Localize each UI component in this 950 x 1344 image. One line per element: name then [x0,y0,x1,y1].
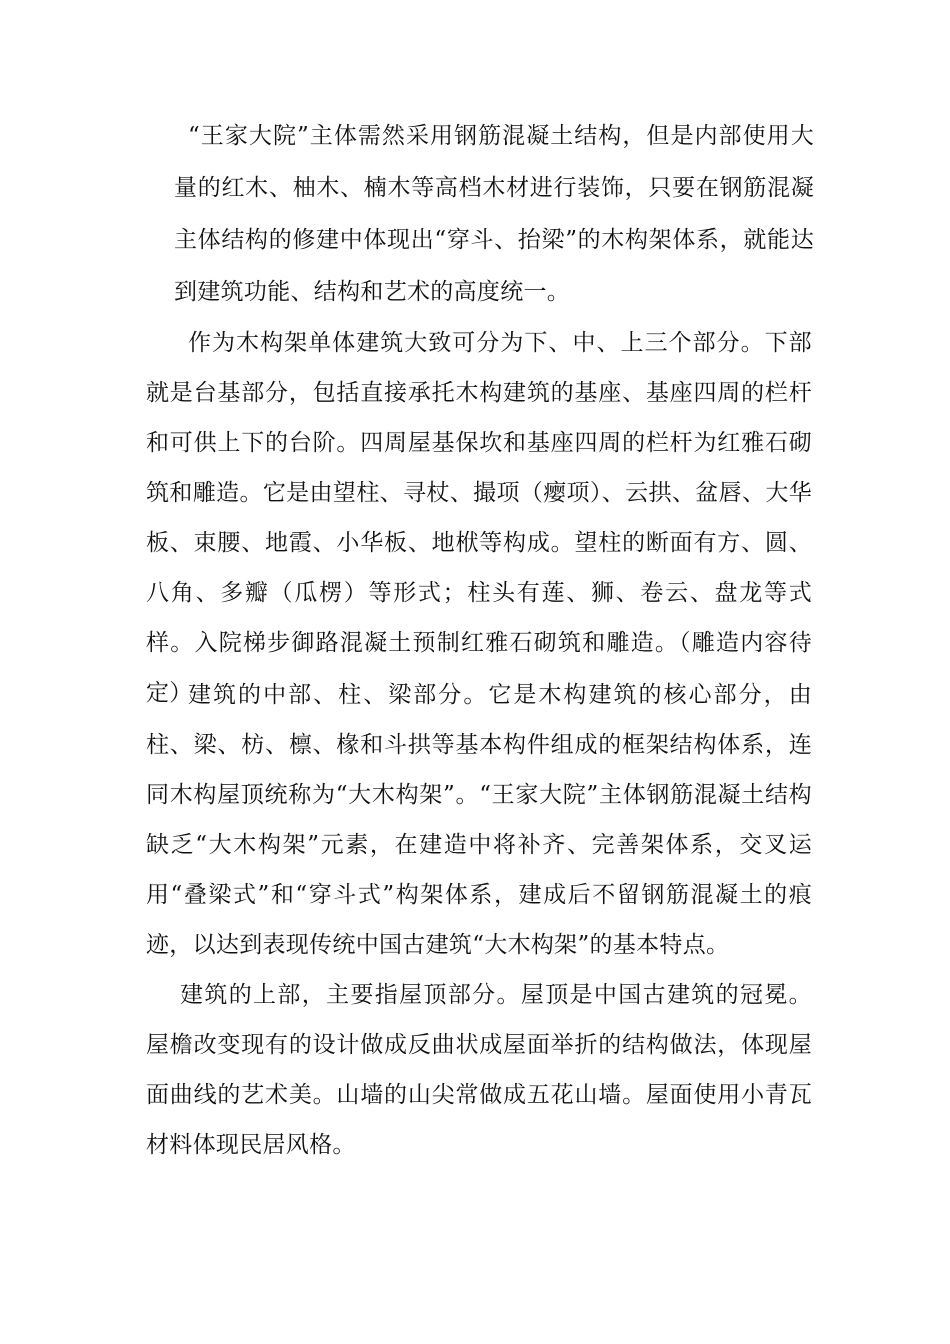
paragraph-middle-part: 建筑的中部、柱、梁部分。它是木构建筑的核心部分，由柱、梁、枋、檩、椽和斗拱等基本构件组成的框架结构体系，连同木构屋顶统称为“大木构架”。“王家大院”主体钢筋混凝土结构缺乏“大木构架”元素，在建造中将补齐、完善架体系，交叉运用“叠梁式”和“穿斗式”构架体系，建成后不留钢筋混凝土的痕迹，以达到表现传统中国古建筑“大木构架”的基本特点。 [146,682,812,958]
paragraph-upper-part: 建筑的上部，主要指屋顶部分。屋顶是中国古建筑的冠冕。 屋檐改变现有的设计做成反曲状成屋面举折的结构做法，体现屋面曲线的艺术美。山墙的山尖常做成五花山墙。屋面使用小青瓦材料体现民居风格。 [146,982,812,1158]
paragraph-main-structure: “王家大院”主体需然采用钢筋混凝土结构，但是内部使用大量的红木、柚木、楠木等高档木材进行装饰，只要在钢筋混凝主体结构的修建中体现出“穿斗、抬梁”的木构架体系，就能达到建筑功能、结构和艺术的高度统一。 [174,123,814,305]
paragraph-lower-part: 作为木构架单体建筑大致可分为下、中、上三个部分。下部就是台基部分，包括直接承托木构建筑的基座、基座四周的栏杆和可供上下的台阶。四周屋基保坎和基座四周的栏杆为红雅石砌筑和雕造。它是由望柱、寻杖、撮项（瘿项）、云拱、盆唇、大华板、束腰、地霞、小华板、地栿等构成。望柱的断面有方、圆、八角、多瓣（瓜楞）等形式；柱头有莲、狮、卷云、盘龙等式样。入院梯步御路混凝土预制红雅石砌筑和雕造。（雕造内容待定） [146,330,812,706]
